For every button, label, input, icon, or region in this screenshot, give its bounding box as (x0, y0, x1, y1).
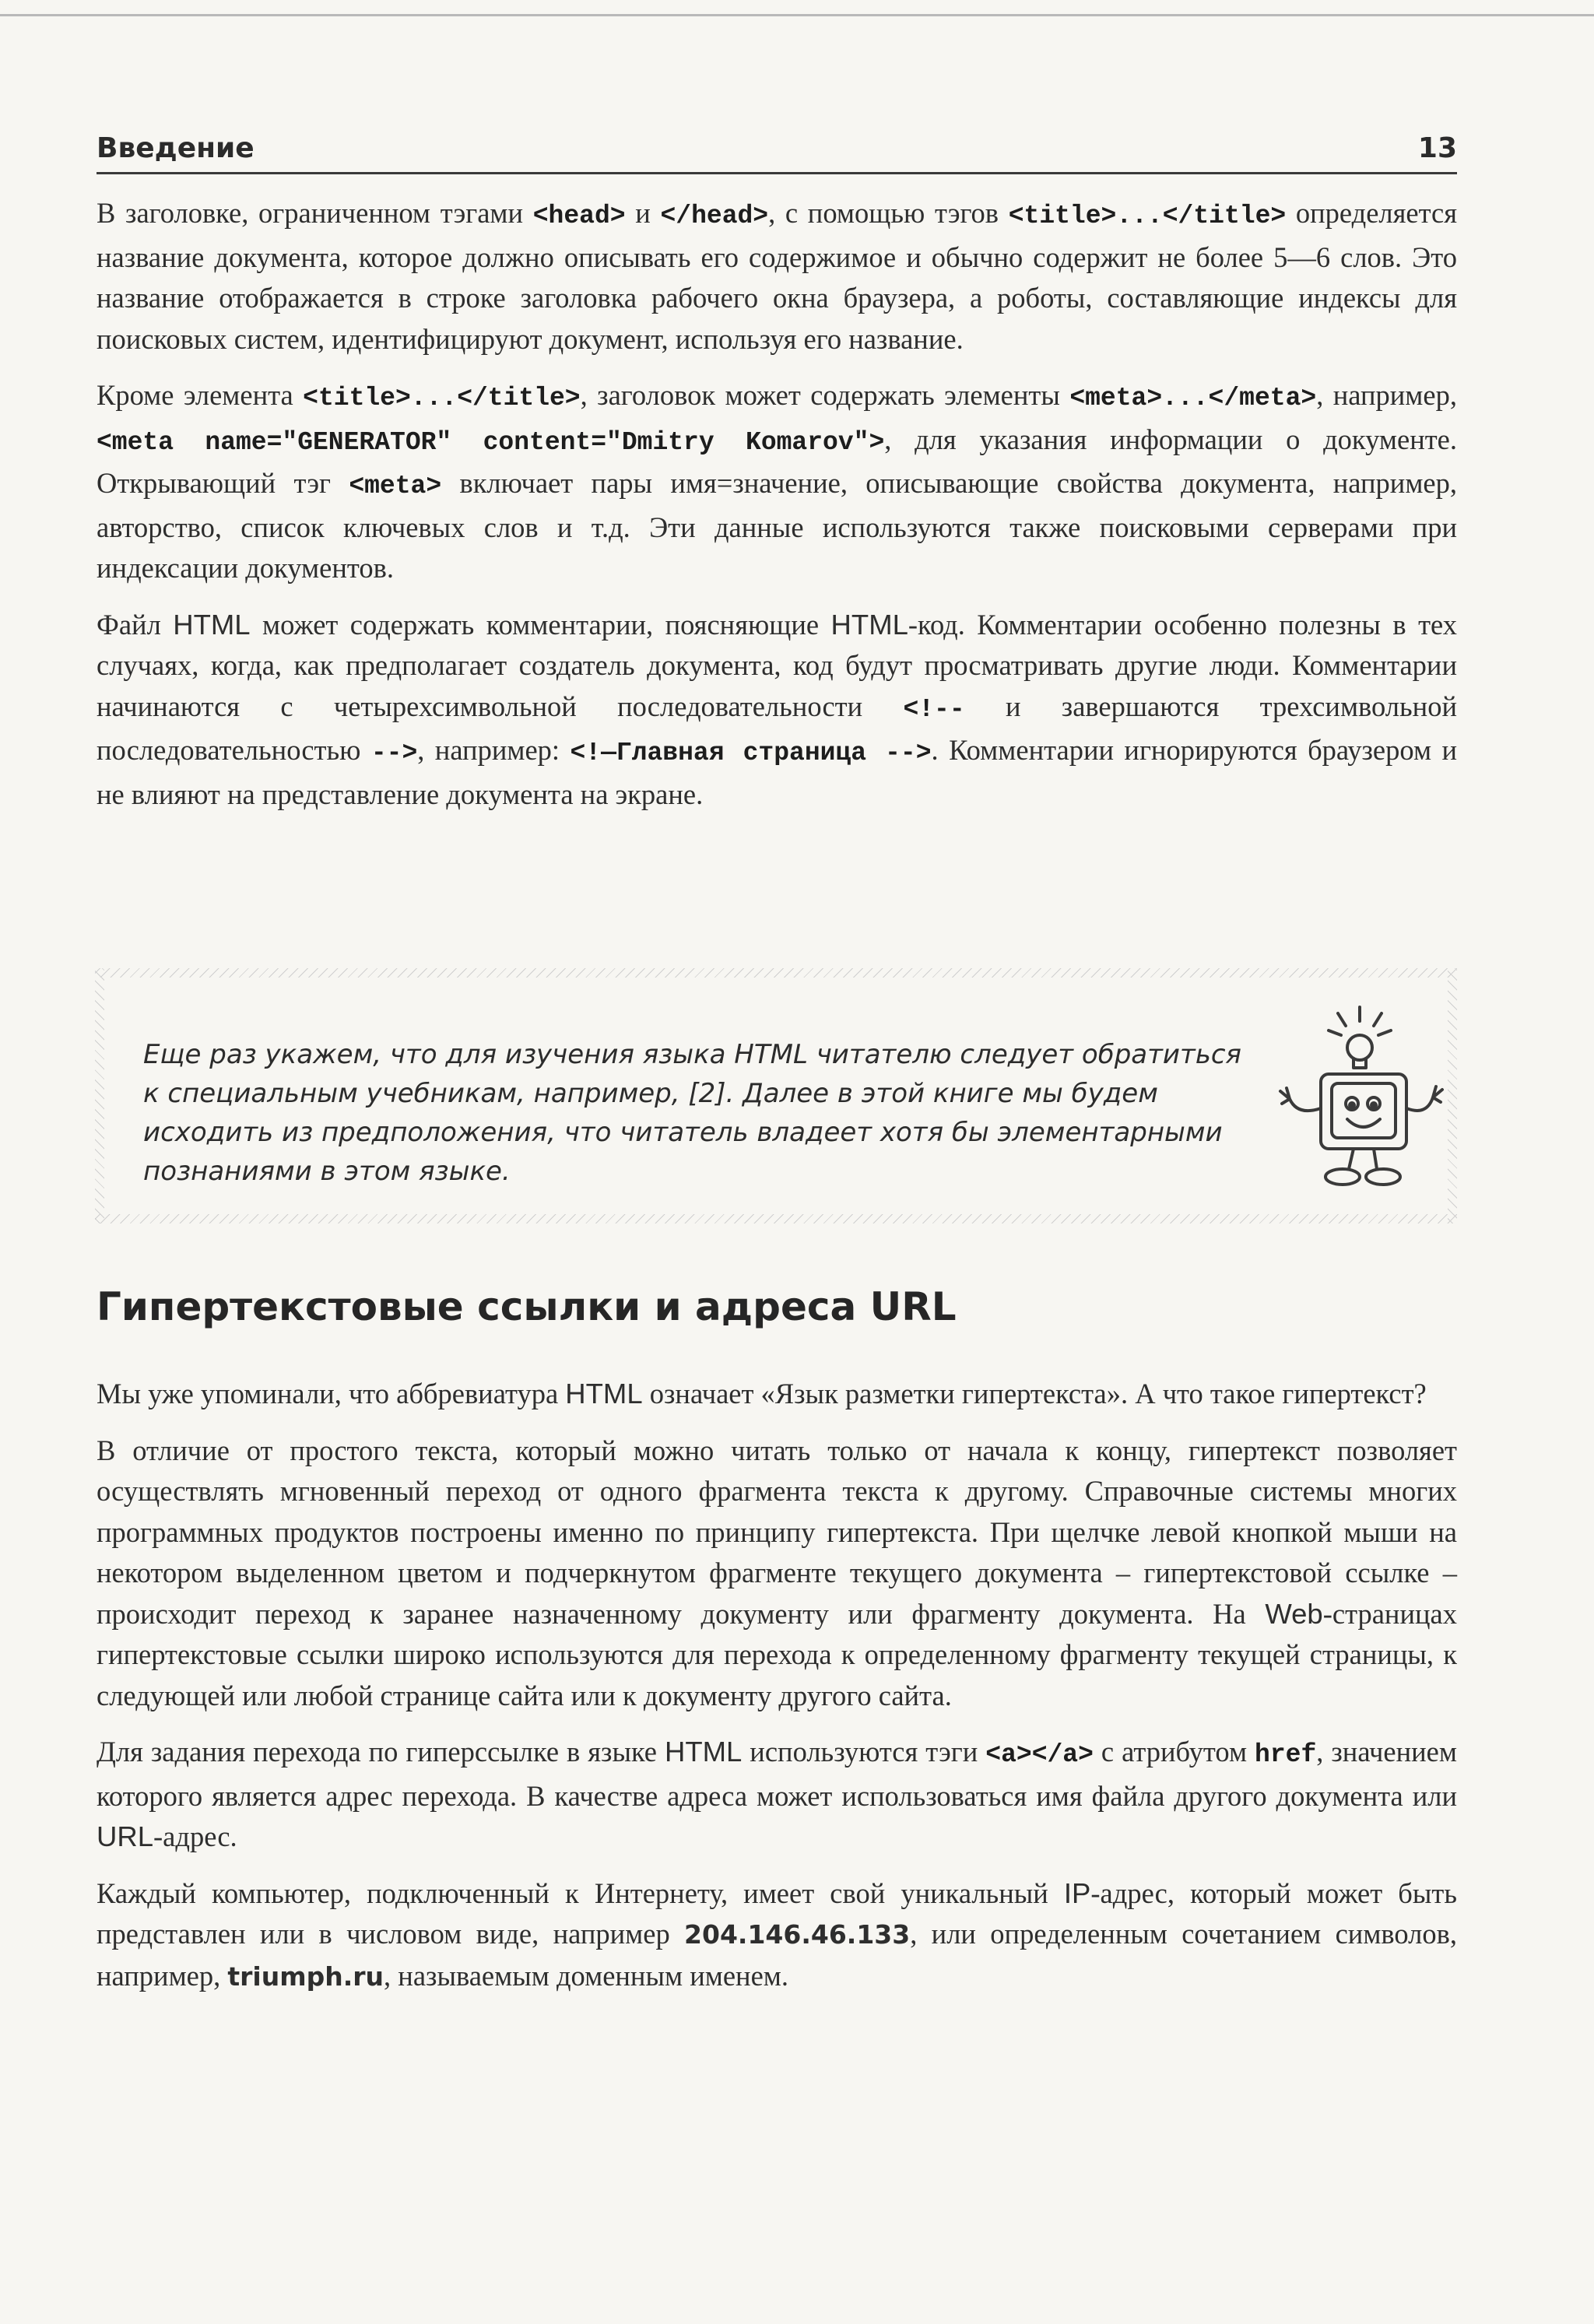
paragraph (97, 605, 1457, 816)
inline-code: --> (370, 739, 418, 767)
text-run: , или определенным сочетанием символов, например, (97, 1918, 1457, 1992)
text-run: Кроме элемента (97, 379, 304, 411)
inline-code: <a></a> (985, 1740, 1094, 1769)
text-run: Для задания перехода по гиперссылке в языке (97, 1736, 665, 1768)
inline-code: <meta>...</meta> (1069, 384, 1317, 412)
inline-code: <title>...</title> (1008, 202, 1287, 230)
text-run: -код. Комментарии особенно полезны в тех случаях, когда, как предполагает создатель документа, код будут просматривать другие люди. Комментарии начинаются с четырехсимвольной последовательности (97, 608, 1457, 722)
text-run: означает «Язык разметки гипертекста». А что такое гипертекст? (642, 1378, 1427, 1409)
text-run: , например: (417, 734, 571, 766)
text-run: используются тэги (742, 1736, 986, 1768)
text-run: включает пары имя=значение, описывающие свойства документа, например, авторство, список ключевых слов и т.д. Эти данные используются также поисковыми серверами при индексации документов. (97, 467, 1457, 584)
intro-text (97, 193, 1457, 830)
running-head-section: Введение (97, 132, 255, 164)
term: HTML (565, 1378, 643, 1409)
text-run: , значением которого является адрес перехода. В качестве адреса может использоваться имя файла другого документа или (97, 1736, 1457, 1812)
top-edge-rule (0, 0, 1594, 16)
term: HTML (664, 1736, 743, 1768)
paragraph (97, 1732, 1457, 1858)
text-run: Мы уже упоминали, что аббревиатура (97, 1378, 566, 1409)
text-run: может содержать комментарии, поясняющие (250, 608, 831, 641)
text-run: с атрибутом (1093, 1736, 1255, 1768)
highlighted-value: triumph.ru (227, 1961, 384, 1992)
text-run: Файл (97, 608, 174, 641)
section-text (97, 1374, 1457, 2013)
text-run: , заголовок может содержать элементы (580, 379, 1070, 411)
paragraph (97, 1374, 1457, 1415)
inline-code: <meta> (349, 472, 442, 500)
text-run: , с помощью тэгов (768, 197, 1009, 229)
inline-code: <head> (532, 202, 626, 230)
note-text: Еще раз укажем, что для изучения языка HTML читателю следует обратиться к специальным учебникам, например, [2]. Далее в этой книге мы будем исходить из предположения, что читатель владеет хотя бы элементарными познаниями в этом языке. (143, 1039, 1241, 1187)
page-number: 13 (1417, 132, 1457, 164)
inline-code: <!—Главная страница --> (570, 739, 932, 767)
text-run: -адрес. (153, 1820, 237, 1852)
text-run: , например, (1316, 379, 1457, 411)
term: IP (1063, 1876, 1091, 1909)
inline-code: <!-- (903, 694, 965, 724)
text-run: В отличие от простого текста, который можно читать только от начала к концу, гипертекст позволяет осуществлять мгновенный переход от одного фрагмента текста к другому. Справочные системы многих программных продуктов построены именно по принципу гипертекста. При щелчке левой кнопкой мыши на некотором выделенном цветом и подчеркнутом фрагменте текущего документа – гипертекстовой ссылке – происходит переход к заранее назначенному документу или фрагменту документа. На (97, 1434, 1457, 1630)
paragraph (97, 193, 1457, 360)
running-head (97, 132, 1457, 174)
text-run: и (625, 197, 661, 229)
text-run: , называемым доменным именем. (384, 1959, 788, 1992)
inline-code: <title>...</title> (303, 384, 581, 412)
text-run: -адрес, который может быть представлен или в числовом виде, например (97, 1876, 1457, 1950)
inline-code: </head> (660, 202, 769, 230)
term: Web (1265, 1597, 1323, 1630)
highlighted-value: 204.146.46.133 (684, 1919, 911, 1950)
text-run: В заголовке, ограниченном тэгами (97, 197, 533, 229)
text-run: и завершаются трехсимвольной последовательностью (97, 690, 1457, 766)
lightbulb-computer-mascot-icon (1266, 999, 1453, 1217)
text-run: . Комментарии игнорируются браузером и не влияют на представление документа на экране. (97, 734, 1457, 810)
paragraph (97, 1431, 1457, 1717)
inline-code: <meta name="GENERATOR" content="Dmitry Komarov"> (97, 427, 885, 457)
section-title: Гипертекстовые ссылки и адреса URL (97, 1284, 957, 1329)
term: HTML (830, 608, 908, 641)
text-run: Каждый компьютер, подключенный к Интернету, имеет свой уникальный (97, 1876, 1064, 1909)
paragraph (97, 375, 1457, 589)
paragraph (97, 1873, 1457, 1998)
inline-code: href (1255, 1740, 1317, 1769)
text-run: , для указания информации о документе. Открывающий тэг (97, 423, 1458, 499)
term: HTML (173, 608, 251, 641)
term: URL (97, 1820, 154, 1852)
text-run: -страницах гипертекстовые ссылки широко используются для перехода к определенному фрагменту текущей страницы, к следующей или любой странице сайта или к документу другого сайта. (97, 1597, 1457, 1711)
note-box (87, 960, 1465, 1231)
text-run: определяется название документа, которое должно описывать его содержимое и обычно содержит не более 5—6 слов. Это название отображается в строке заголовка рабочего окна браузера, а роботы, составляющие индексы для поисковых систем, идентифицируют документ, используя его название. (97, 197, 1457, 355)
